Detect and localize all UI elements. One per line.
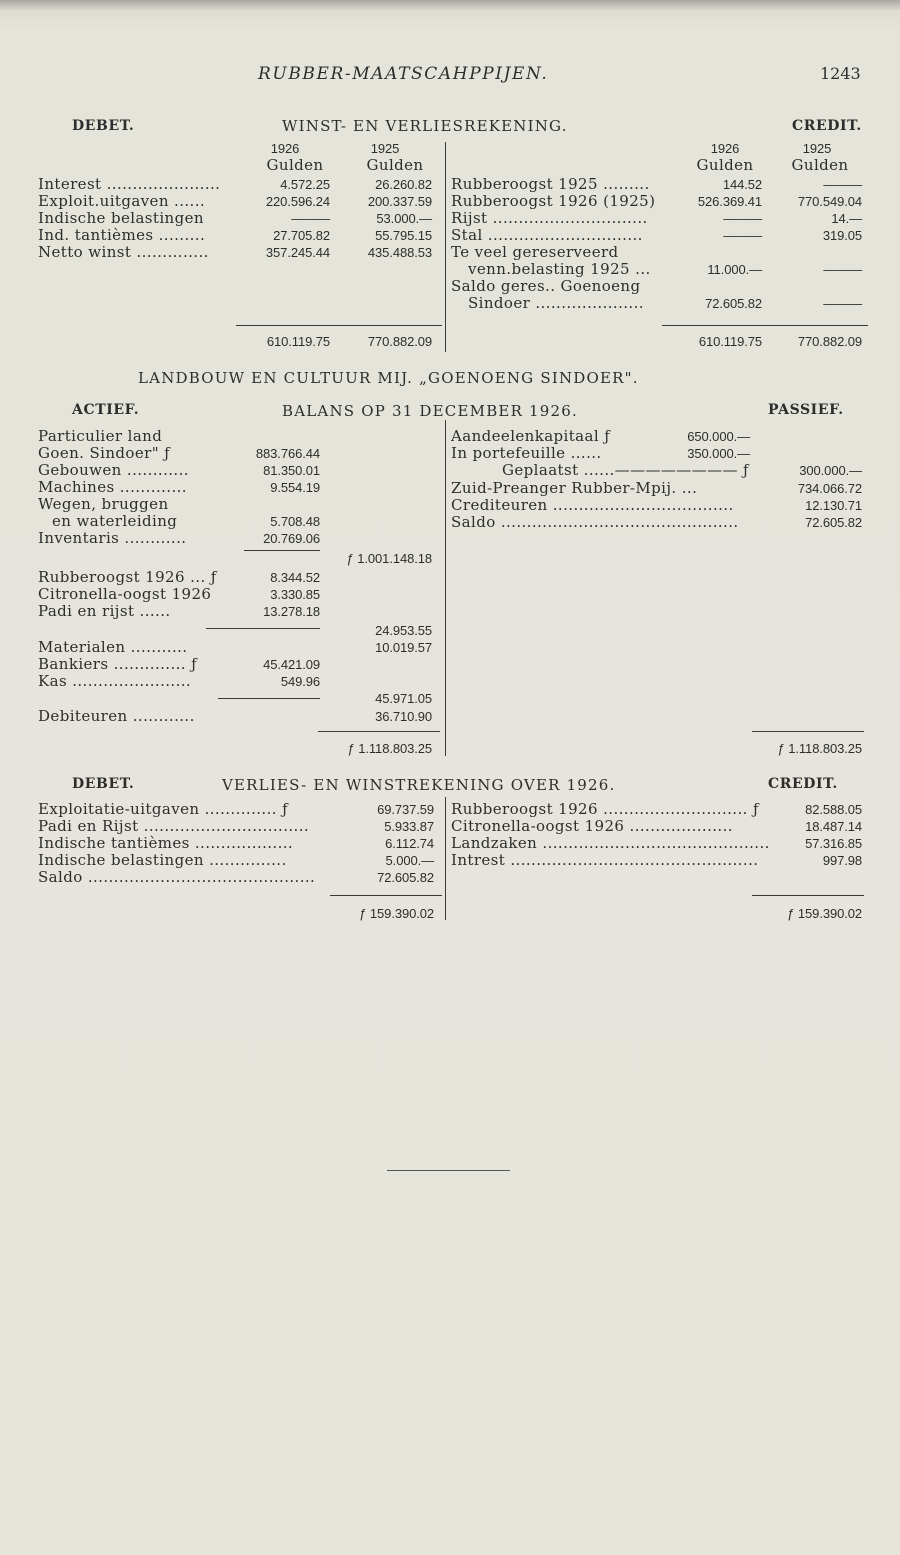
s3-left-label: Padi en Rijst ................................ [38,817,310,835]
s1-right-1925: ——— [823,177,862,192]
page-number: 1243 [820,64,861,83]
s2-subtotal-rule [206,628,320,629]
s2-right-label: Geplaatst ......———————— ƒ [502,461,749,479]
s2-left-a: 81.350.01 [263,463,320,478]
s3-right-value: 82.588.05 [805,802,862,817]
s2-left-total-rule [318,731,440,732]
s2-left-label: Particulier land [38,427,163,445]
s1-right-label: Rubberoogst 1925 ......... [451,175,650,193]
s2-left-b: ƒ 1.001.148.18 [346,551,432,566]
s3-right-value: 18.487.14 [805,819,862,834]
s1-right-label: Rubberoogst 1926 (1925) [451,192,656,210]
s1-center-divider [445,142,446,352]
s3-left-value: 6.112.74 [385,836,434,851]
s1-left-label: Interest ...................... [38,175,221,193]
s1-right-label: Stal .............................. [451,226,643,244]
s3-left-value: 72.605.82 [377,870,434,885]
s1-credit-heading: CREDIT. [792,118,862,134]
s1-right-1926: 72.605.82 [705,296,762,311]
s2-left-label: Inventaris ............ [38,529,187,547]
s1-right-unit-1925: Gulden [791,156,849,174]
s2-left-b: 36.710.90 [375,709,432,724]
s1-left-1926: 4.572.25 [280,177,330,192]
s2-left-label: en waterleiding [52,512,178,530]
s1-title: WINST- EN VERLIESREKENING. [282,117,568,135]
s1-left-1925: 435.488.53 [367,245,432,260]
s2-right-label: In portefeuille ...... [451,444,602,462]
s2-subtotal-rule [244,550,320,551]
s1-right-1925: 770.549.04 [797,194,862,209]
company-title: LANDBOUW EN CULTUUR MIJ. „GOENOENG SINDOER". [138,369,639,387]
s2-left-total: ƒ 1.118.803.25 [347,741,432,756]
s3-right-total: ƒ 159.390.02 [787,906,862,921]
s2-right-total-rule [752,731,864,732]
s1-right-1925: ——— [823,296,862,311]
s2-left-a: 3.330.85 [270,587,320,602]
s3-right-total-rule [752,895,864,896]
s2-actief-heading: ACTIEF. [72,402,140,418]
s1-left-1925: 55.795.15 [375,228,432,243]
s1-left-label: Indische belastingen [38,209,204,227]
s1-right-total-rule [662,325,868,326]
s2-right-label: Saldo .............................................. [451,513,739,531]
s3-right-label: Rubberoogst 1926 ............................ ƒ [451,800,759,818]
running-head: RUBBER-MAATSCAHPPIJEN. [258,64,549,84]
s3-credit-heading: CREDIT. [768,776,838,792]
s2-subtotal-rule [218,698,320,699]
s3-left-total-rule [330,895,442,896]
s2-left-a: 549.96 [280,674,320,689]
s1-left-label: Ind. tantièmes ......... [38,226,206,244]
s2-right-label: Zuid-Preanger Rubber-Mpij. ... [451,479,698,497]
s1-left-label: Netto winst .............. [38,243,209,261]
s2-right-b: 300.000.— [799,463,862,478]
s1-right-label: Sindoer ..................... [468,294,644,312]
s2-left-label: Goen. Sindoer" ƒ [38,444,171,462]
s2-left-label: Kas ....................... [38,672,192,690]
s3-right-label: Citronella-oogst 1926 .................... [451,817,733,835]
s1-left-label: Exploit.uitgaven ...... [38,192,206,210]
s1-right-label: Saldo geres.. Goenoeng [451,277,641,295]
s2-left-b: 45.971.05 [375,691,432,706]
s2-center-divider [445,420,446,756]
s3-left-value: 5.933.87 [384,819,434,834]
s1-right-label: Te veel gereserveerd [451,243,619,261]
s1-left-total-rule [236,325,442,326]
s1-left-year-1925: 1925 [370,141,400,156]
closing-rule [387,1170,510,1171]
s2-left-a: 45.421.09 [263,657,320,672]
s1-left-unit-1926: Gulden [266,156,324,174]
s3-left-value: 69.737.59 [377,802,434,817]
s1-left-total-1925: 770.882.09 [367,334,432,349]
s1-left-1925: 200.337.59 [367,194,432,209]
s2-left-a: 883.766.44 [255,446,320,461]
s1-left-1926: ——— [291,211,330,226]
s1-right-1925: ——— [823,262,862,277]
s2-right-a: 350.000.— [687,446,750,461]
s2-title: BALANS OP 31 DECEMBER 1926. [282,402,578,420]
s1-right-1926: 144.52 [722,177,762,192]
s1-right-1926: ——— [723,211,762,226]
s1-right-unit-1926: Gulden [696,156,754,174]
s1-left-total-1926: 610.119.75 [266,334,330,349]
s2-right-b: 12.130.71 [805,498,862,513]
s2-left-a: 5.708.48 [270,514,320,529]
s1-right-year-1926: 1926 [710,141,740,156]
s1-right-year-1925: 1925 [802,141,832,156]
s1-right-label: Rijst .............................. [451,209,648,227]
s2-left-label: Wegen, bruggen [38,495,169,513]
s2-right-total: ƒ 1.118.803.25 [777,741,862,756]
s1-left-1925: 53.000.— [376,211,432,226]
s1-left-year-1926: 1926 [270,141,300,156]
s2-left-label: Padi en rijst ...... [38,602,171,620]
s2-left-label: Bankiers .............. ƒ [38,655,198,673]
s1-debet-heading: DEBET. [72,118,135,134]
s2-right-b: 72.605.82 [805,515,862,530]
s1-left-1926: 27.705.82 [273,228,330,243]
s1-right-1925: 319.05 [822,228,862,243]
s2-left-a: 8.344.52 [270,570,320,585]
s3-debet-heading: DEBET. [72,776,135,792]
s2-left-label: Debiteuren ............ [38,707,195,725]
s1-right-total-1925: 770.882.09 [797,334,862,349]
s2-left-a: 20.769.06 [263,531,320,546]
s3-left-value: 5.000.— [385,853,434,868]
s1-left-unit-1925: Gulden [366,156,424,174]
s1-right-1926: 11.000.— [707,262,762,277]
s2-left-b: 10.019.57 [375,640,432,655]
s2-passief-heading: PASSIEF. [768,402,844,418]
s3-center-divider [445,797,446,920]
s2-left-a: 9.554.19 [270,480,320,495]
page-top-edge [0,0,900,10]
s3-right-value: 997.98 [822,853,862,868]
s1-left-1926: 357.245.44 [265,245,330,260]
s3-left-label: Saldo ............................................ [38,868,316,886]
s2-left-label: Citronella-oogst 1926 [38,585,212,603]
s3-left-label: Indische tantièmes ................... [38,834,294,852]
s3-right-label: Landzaken ............................................ [451,834,770,852]
s2-left-label: Rubberoogst 1926 ... ƒ [38,568,217,586]
s1-left-1925: 26.260.82 [375,177,432,192]
s2-left-label: Machines ............. [38,478,187,496]
s2-left-a: 13.278.18 [263,604,320,619]
s1-right-1925: 14.— [831,211,862,226]
s1-right-1926: 526.369.41 [697,194,762,209]
s1-right-label: venn.belasting 1925 ... [468,260,651,278]
s3-left-label: Indische belastingen ............... [38,851,287,869]
s2-right-label: Aandeelenkapitaal ƒ [451,427,611,445]
s2-left-label: Materialen ........... [38,638,188,656]
s1-right-1926: ——— [723,228,762,243]
s3-left-label: Exploitatie-uitgaven .............. ƒ [38,800,289,818]
s2-right-label: Crediteuren ................................... [451,496,734,514]
s3-title: VERLIES- EN WINSTREKENING OVER 1926. [222,776,616,794]
s2-right-b: 734.066.72 [797,481,862,496]
s1-right-total-1926: 610.119.75 [698,334,762,349]
s2-left-b: 24.953.55 [375,623,432,638]
s3-right-label: Intrest ................................................ [451,851,759,869]
s1-left-1926: 220.596.24 [265,194,330,209]
s2-left-label: Gebouwen ............ [38,461,189,479]
s2-right-a: 650.000.— [687,429,750,444]
s3-right-value: 57.316.85 [805,836,862,851]
s3-left-total: ƒ 159.390.02 [359,906,434,921]
